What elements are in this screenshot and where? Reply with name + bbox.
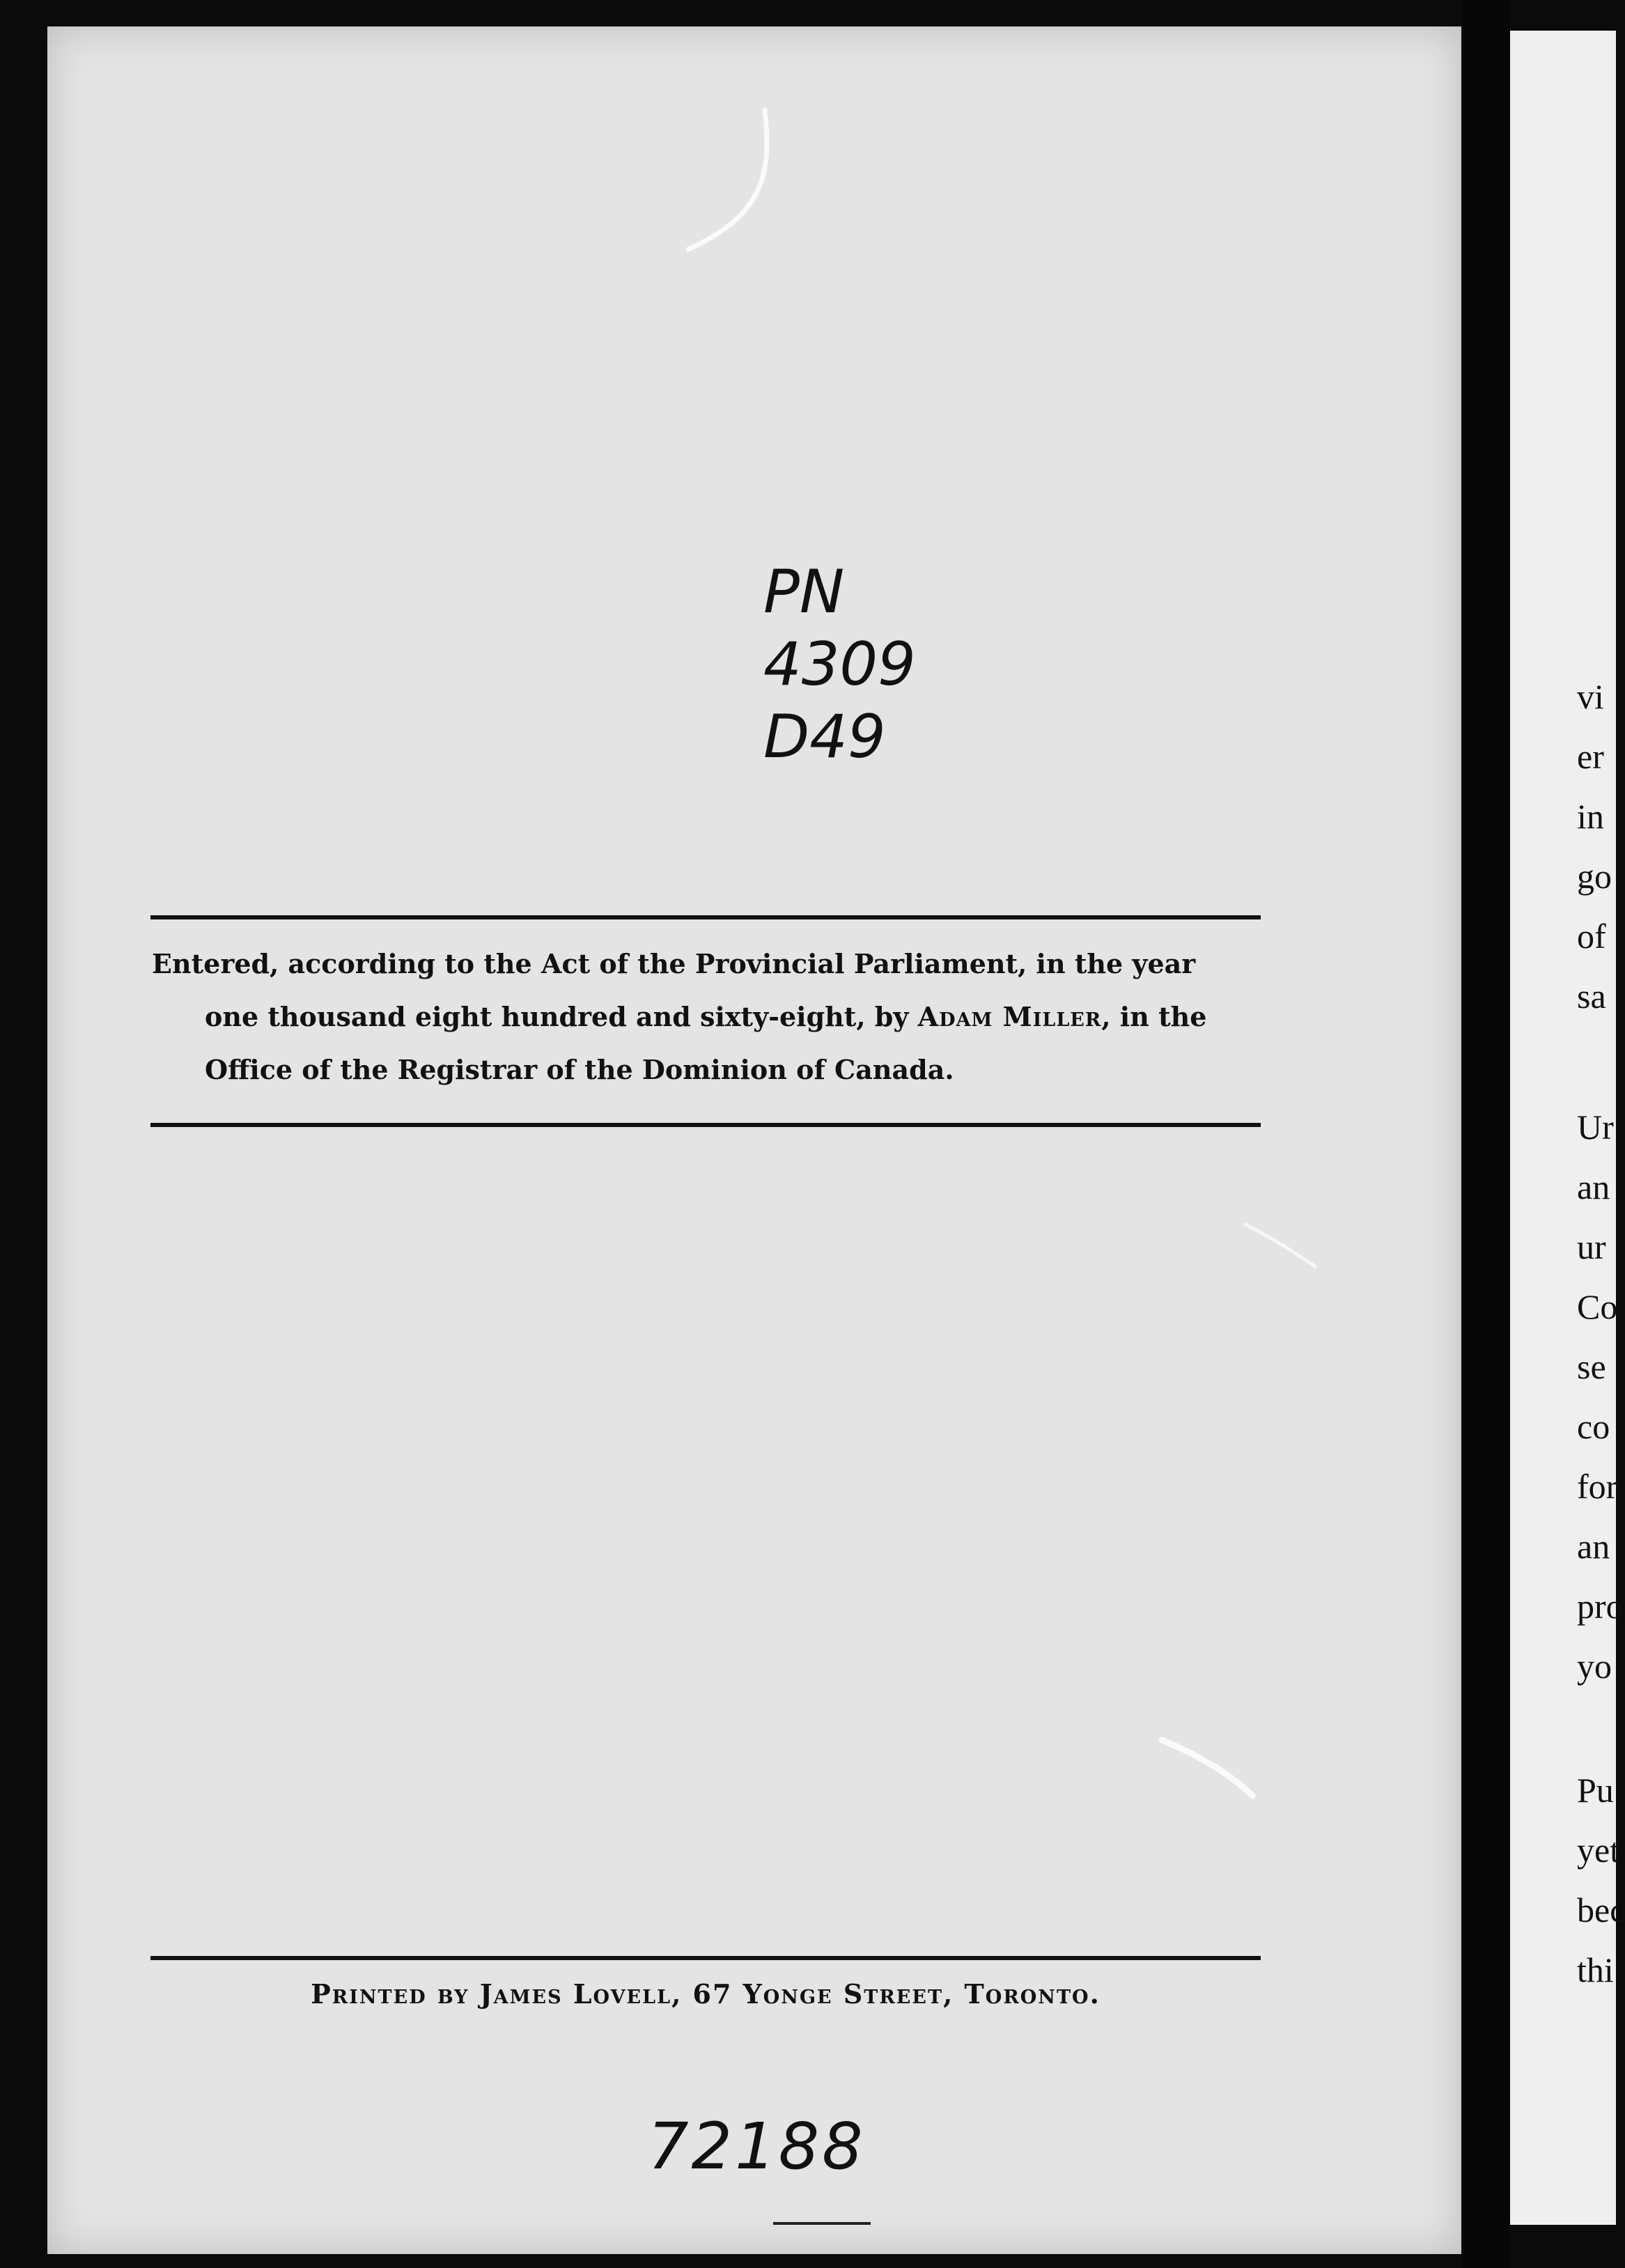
copyright-entry [152, 938, 1280, 1096]
show-through-title [47, 319, 1461, 437]
facing-page-fragment: go [1577, 857, 1612, 896]
printer-rule [150, 1956, 1261, 1960]
facing-page-fragment: se [1577, 1347, 1606, 1386]
facing-page-fragment: of [1577, 917, 1606, 956]
facing-page-fragment: yet [1577, 1831, 1620, 1870]
facing-page-fragment: for [1577, 1467, 1618, 1506]
book-gutter [1461, 0, 1510, 2268]
call-number-cutter: D49 [763, 702, 886, 772]
facing-page-fragment: thi [1577, 1950, 1614, 1989]
facing-page-fragment: Pu [1577, 1771, 1614, 1810]
top-rule [150, 915, 1261, 919]
bottom-rule [150, 1123, 1261, 1127]
printer-imprint: Printed by James Lovell, 67 Yonge Street, Toronto. [311, 1978, 1101, 2010]
facing-page-fragment: pro [1577, 1587, 1624, 1626]
facing-page-fragment: Co [1577, 1287, 1618, 1326]
entry-line-3: Office of the Registrar of the Dominion of Canada. [205, 1054, 954, 1085]
show-through-subtitle [47, 639, 1461, 723]
facing-page-fragment: in [1577, 797, 1604, 836]
copyright-page [47, 26, 1461, 2254]
facing-page-fragment: Ur [1577, 1108, 1614, 1147]
author-name: Adam Miller [917, 1001, 1102, 1032]
facing-page-fragment: vi [1577, 677, 1604, 716]
facing-page-fragment: er [1577, 737, 1604, 776]
call-number-class: PN [763, 557, 845, 627]
facing-page-fragment: ur [1577, 1227, 1606, 1266]
facing-page-fragment: bec [1577, 1890, 1625, 1929]
facing-page-fragment: an [1577, 1167, 1610, 1206]
scratch-mark-lower [1155, 1726, 1266, 1810]
facing-page-fragment: sa [1577, 977, 1606, 1016]
entry-line-2-pre: one thousand eight hundred and sixty-eight, by [205, 1001, 918, 1032]
accession-number: 72188 [648, 2109, 866, 2184]
facing-page-fragment: yo [1577, 1647, 1612, 1686]
call-number [763, 556, 916, 773]
facing-page-fragment: co [1577, 1407, 1610, 1446]
facing-page-fragment: an [1577, 1527, 1610, 1566]
entry-line-2-post: , in the [1101, 1001, 1207, 1032]
entry-line-2 [152, 991, 1280, 1043]
scratch-mark-right [1238, 1211, 1322, 1273]
scratch-mark [660, 89, 800, 270]
call-number-digits: 4309 [763, 630, 916, 699]
facing-page-strip [1510, 31, 1625, 2225]
entry-line-1: Entered, according to the Act of the Provincial Parliament, in the year [152, 948, 1196, 979]
